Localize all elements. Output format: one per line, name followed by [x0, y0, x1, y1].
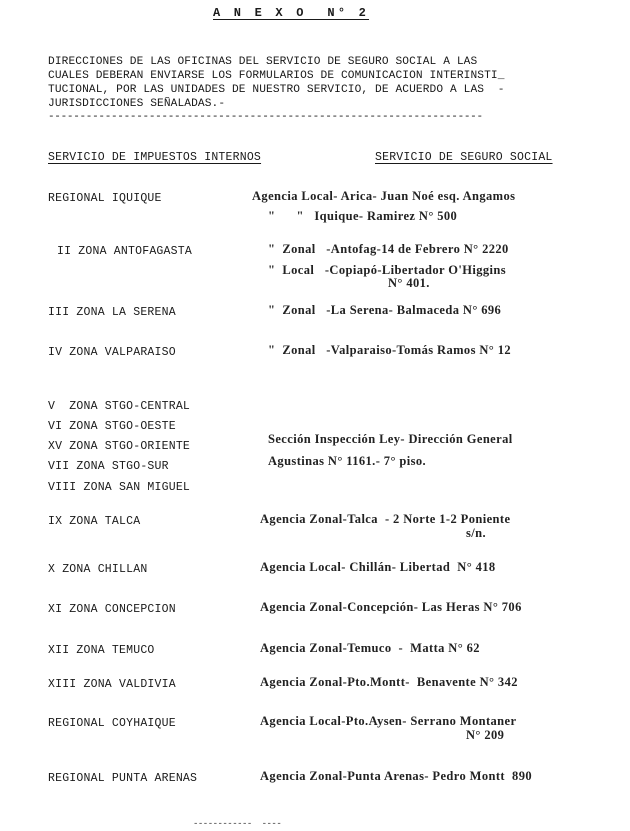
office-address: " Local -Copiapó-Libertador O'Higgins — [268, 263, 507, 277]
unit-label: XI ZONA CONCEPCION — [48, 603, 176, 616]
intro-line: TUCIONAL, POR LAS UNIDADES DE NUESTRO SERVICIO, DE ACUERDO A LAS - — [48, 84, 505, 96]
office-address: Agustinas N° 1161.- 7° piso. — [268, 454, 427, 468]
unit-label: IX ZONA TALCA — [48, 515, 141, 528]
unit-label: REGIONAL PUNTA ARENAS — [48, 772, 198, 785]
document-title: A N E X O N° 2 — [213, 6, 370, 20]
unit-label: VIII ZONA SAN MIGUEL — [48, 481, 191, 494]
office-address: " Zonal -Antofag-14 de Febrero N° 2220 — [268, 242, 509, 256]
unit-label: X ZONA CHILLAN — [48, 563, 148, 576]
office-address: " Zonal -La Serena- Balmaceda N° 696 — [268, 303, 502, 317]
unit-label: VI ZONA STGO-OESTE — [48, 420, 176, 433]
unit-label: II ZONA ANTOFAGASTA — [57, 245, 192, 258]
office-address: Agencia Local-Pto.Aysen- Serrano Montaner — [260, 714, 517, 728]
office-address: Agencia Zonal-Temuco - Matta N° 62 — [260, 641, 480, 655]
office-address: Agencia Zonal-Talca - 2 Norte 1-2 Poniente — [260, 512, 511, 526]
office-address: Agencia Local- Chillán- Libertad N° 418 — [260, 560, 496, 574]
unit-label: VII ZONA STGO-SUR — [48, 460, 169, 473]
separator-line: --------------------------------------------------------------------- — [48, 111, 483, 123]
unit-label: III ZONA LA SERENA — [48, 306, 176, 319]
office-address: Sección Inspección Ley- Dirección General — [268, 432, 513, 446]
office-address: N° 401. — [388, 276, 430, 290]
office-address: Agencia Zonal-Concepción- Las Heras N° 706 — [260, 600, 522, 614]
office-address: Agencia Zonal-Punta Arenas- Pedro Montt 890 — [260, 769, 532, 783]
unit-label: XV ZONA STGO-ORIENTE — [48, 440, 191, 453]
office-address: s/n. — [466, 526, 487, 540]
unit-label: REGIONAL IQUIQUE — [48, 192, 162, 205]
office-address: N° 209 — [466, 728, 505, 742]
column-header-left: SERVICIO DE IMPUESTOS INTERNOS — [48, 151, 262, 164]
office-address: Agencia Local- Arica- Juan Noé esq. Angamos — [252, 189, 516, 203]
office-address: Agencia Zonal-Pto.Montt- Benavente N° 342 — [260, 675, 518, 689]
unit-label: REGIONAL COYHAIQUE — [48, 717, 176, 730]
office-address: " " Iquique- Ramirez N° 500 — [268, 209, 458, 223]
unit-label: XIII ZONA VALDIVIA — [48, 678, 176, 691]
unit-label: IV ZONA VALPARAISO — [48, 346, 176, 359]
intro-line: DIRECCIONES DE LAS OFICINAS DEL SERVICIO DE SEGURO SOCIAL A LAS — [48, 56, 478, 68]
office-address: " Zonal -Valparaiso-Tomás Ramos N° 12 — [268, 343, 512, 357]
intro-line: CUALES DEBERAN ENVIARSE LOS FORMULARIOS DE COMUNICACION INTERINSTI_ — [48, 70, 505, 82]
intro-line: JURISDICCIONES SEÑALADAS.- — [48, 98, 226, 110]
column-header-right: SERVICIO DE SEGURO SOCIAL — [375, 151, 553, 164]
footer-line: ------------ ---- — [193, 819, 282, 829]
unit-label: XII ZONA TEMUCO — [48, 644, 155, 657]
unit-label: V ZONA STGO-CENTRAL — [48, 400, 191, 413]
